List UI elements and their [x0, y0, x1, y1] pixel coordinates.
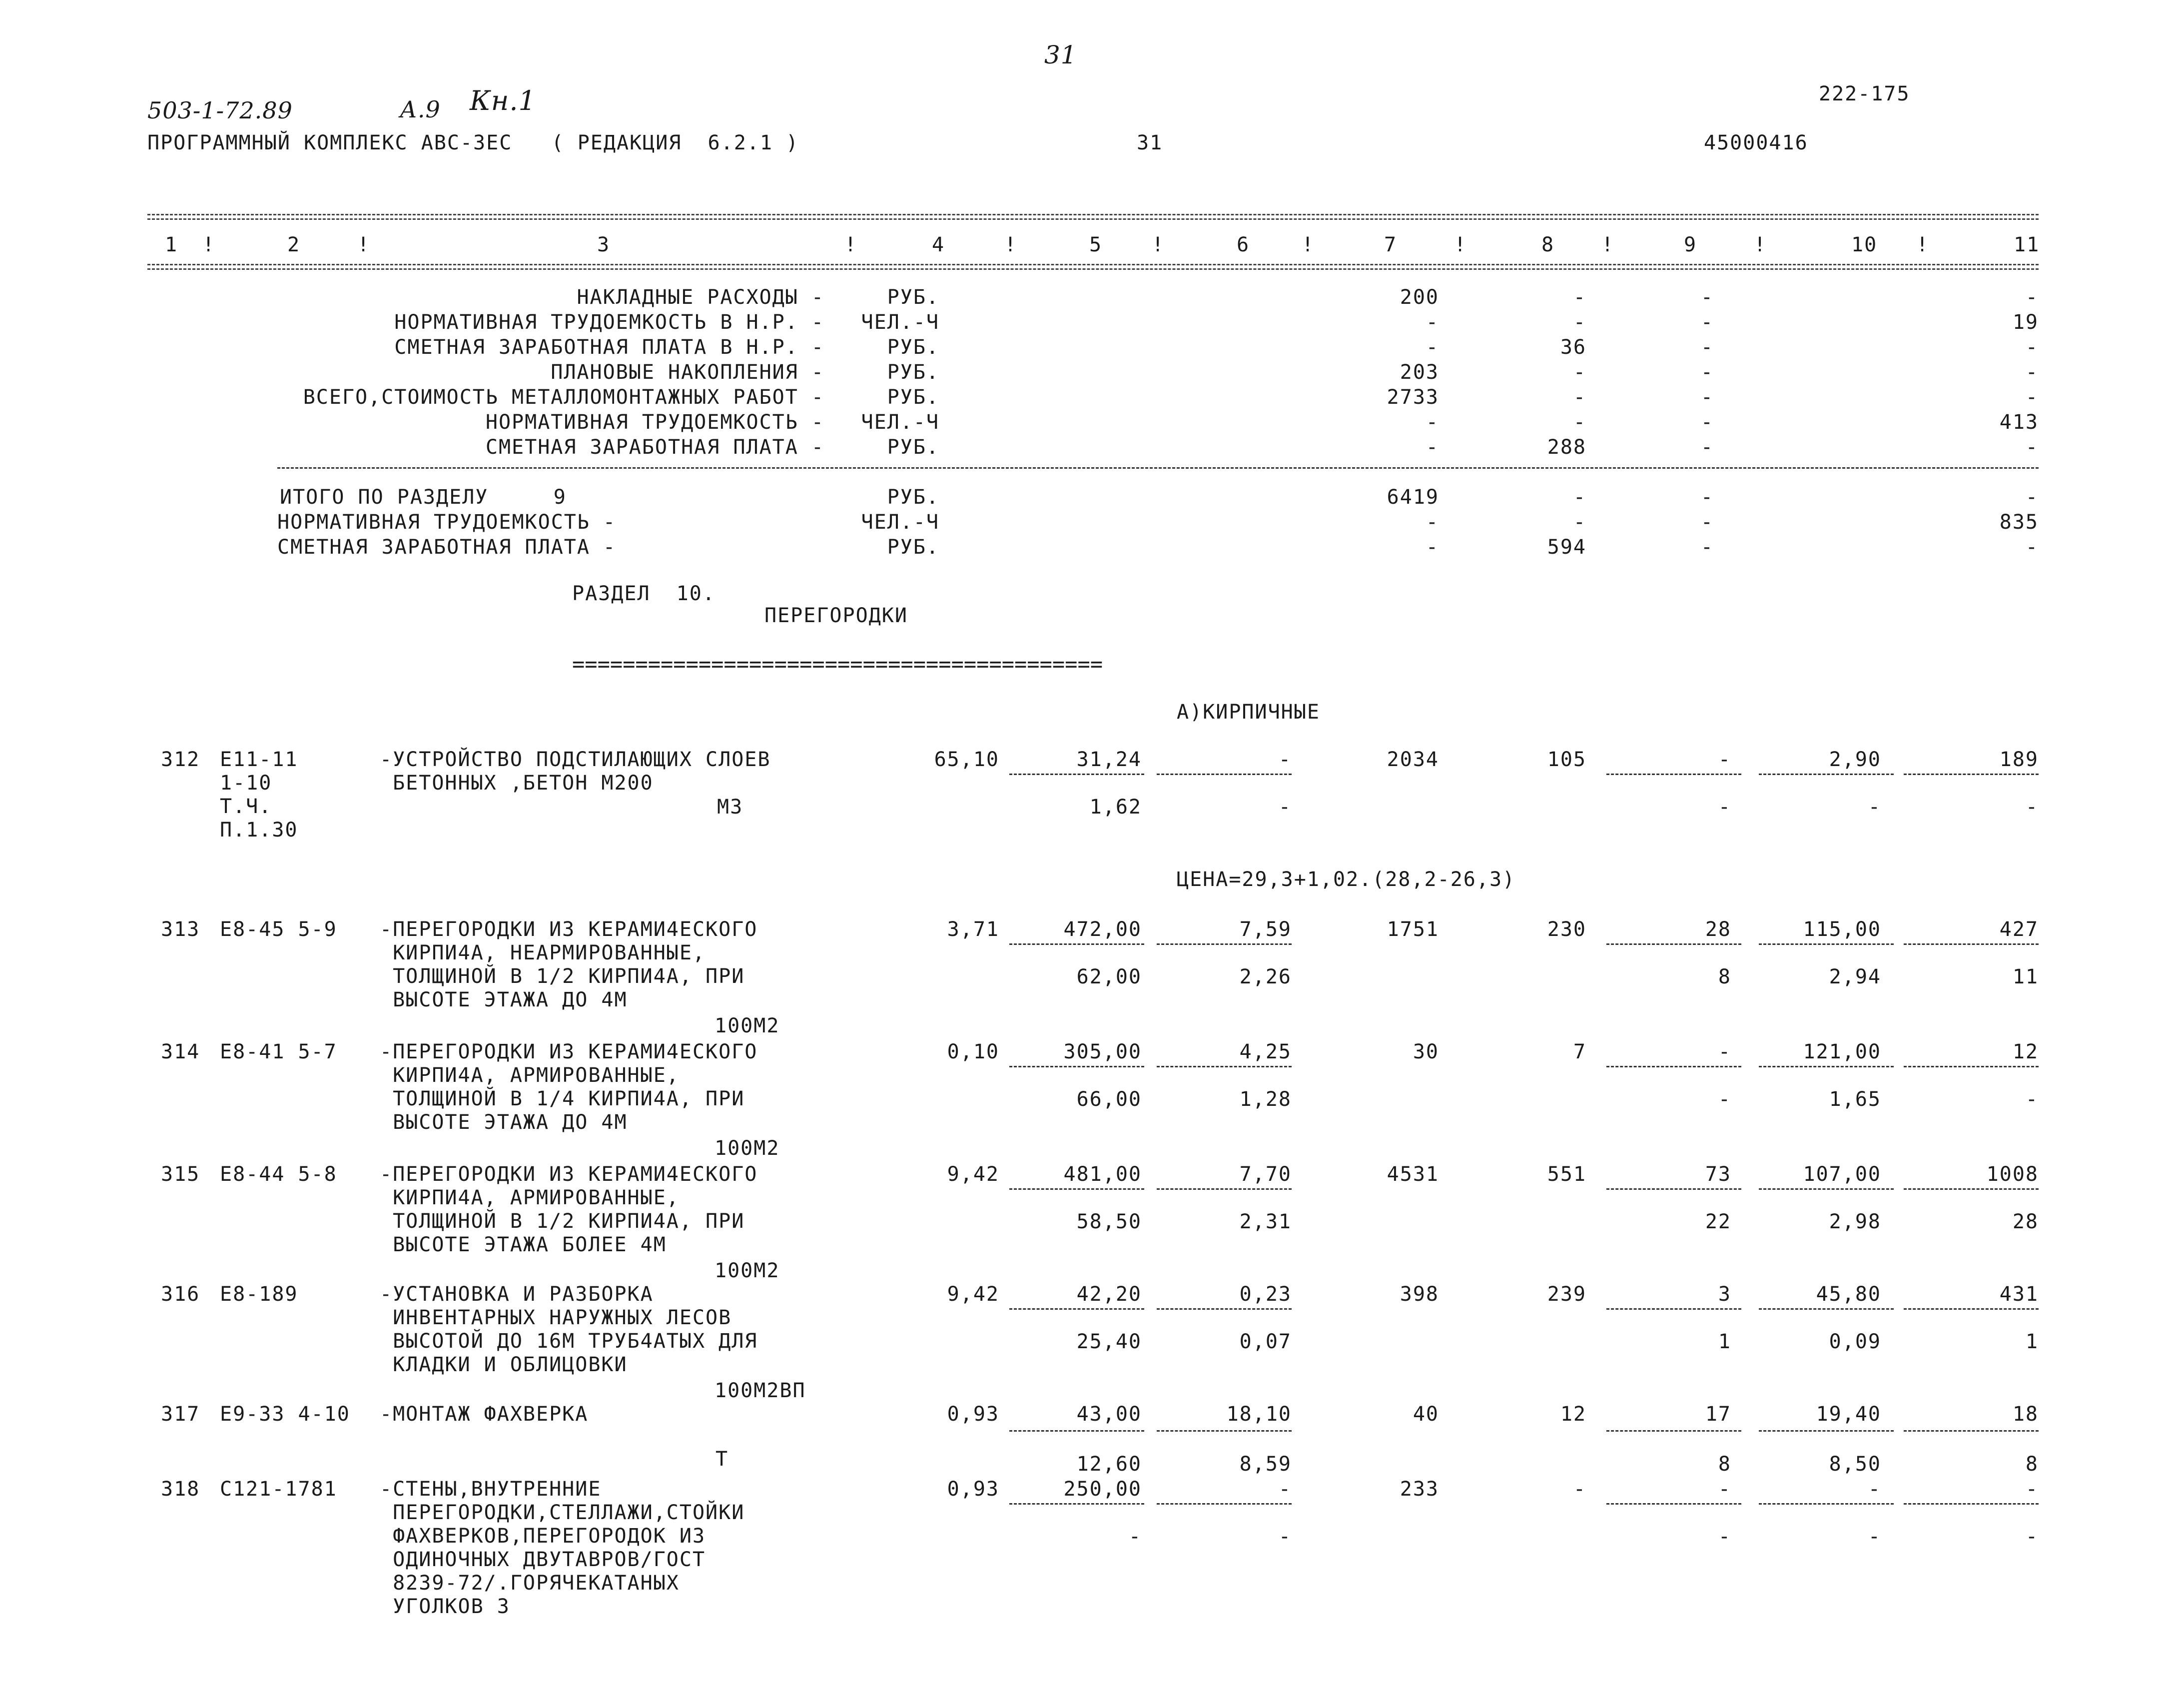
summary-col7: - — [1426, 336, 1439, 359]
column-separator: ! — [1754, 233, 1767, 256]
item-total-machine-wage: 8 — [1718, 965, 1731, 988]
item-unit-machine: - — [1278, 748, 1292, 771]
item-description: ВЫСОТОЙ ДО 16М ТРУБ4АТЫХ ДЛЯ — [380, 1330, 758, 1353]
item-description: ОДИНОЧНЫХ ДВУТАВРОВ/ГОСТ — [380, 1548, 706, 1571]
item-rule-col9 — [1606, 1503, 1741, 1505]
item-description: -УСТРОЙСТВО ПОДСТИЛАЮЩИХ СЛОЕВ — [380, 748, 771, 771]
item-quantity: 3,71 — [947, 918, 999, 941]
item-total-cost: 30 — [1413, 1040, 1439, 1063]
section-subtitle: ПЕРЕГОРОДКИ — [764, 604, 908, 627]
item-total-machine: 3 — [1718, 1283, 1731, 1306]
item-unit-wage: 58,50 — [1076, 1210, 1142, 1233]
item-rule-col11 — [1904, 943, 2039, 945]
item-unit: 100М2 — [715, 1137, 780, 1160]
item-unit-wage: 1,62 — [1089, 796, 1142, 819]
item-code: С121-1781 — [220, 1478, 337, 1501]
item-rule-col5 — [1009, 1188, 1144, 1190]
item-total-wage: 12 — [1560, 1403, 1586, 1426]
summary-label: НОРМАТИВНАЯ ТРУДОЕМКОСТЬ В Н.Р. - — [394, 311, 824, 334]
item-total-cost: 40 — [1413, 1403, 1439, 1426]
summary-unit: РУБ. — [887, 436, 939, 459]
summary-col9: - — [1700, 336, 1714, 359]
summary-col11: - — [2025, 486, 2039, 509]
item-unit-machine-wage: 8,59 — [1239, 1453, 1292, 1476]
summary-label: СМЕТНАЯ ЗАРАБОТНАЯ ПЛАТА В Н.Р. - — [394, 336, 824, 359]
summary-col8: - — [1573, 286, 1586, 309]
summary-col8: 594 — [1547, 536, 1586, 559]
summary-col7: - — [1426, 536, 1439, 559]
item-code: Е8-44 5-8 — [220, 1163, 337, 1186]
item-unit-price: 250,00 — [1063, 1478, 1142, 1501]
section-double-rule: ========================================== — [572, 652, 1103, 676]
item-unit: Т — [716, 1448, 729, 1471]
summary-unit: ЧЕЛ.-Ч — [861, 311, 939, 334]
summary-col9: - — [1700, 536, 1714, 559]
item-description: ВЫСОТЕ ЭТАЖА ДО 4М — [380, 988, 628, 1011]
item-description: ИНВЕНТАРНЫХ НАРУЖНЫХ ЛЕСОВ — [380, 1306, 732, 1329]
summary-unit: РУБ. — [887, 336, 939, 359]
header-bottom-rule — [147, 264, 2039, 270]
item-quantity: 0,93 — [947, 1403, 999, 1426]
item-description: ВЫСОТЕ ЭТАЖА ДО 4М — [380, 1111, 628, 1134]
column-header-1: 1 — [165, 233, 178, 256]
item-number: 318 — [161, 1478, 200, 1501]
item-unit-machine: 7,59 — [1239, 918, 1292, 941]
item-description: ВЫСОТЕ ЭТАЖА БОЛЕЕ 4М — [380, 1233, 667, 1256]
summary-col9: - — [1700, 361, 1714, 384]
album-handwritten: А.9 — [400, 96, 441, 123]
section-title: РАЗДЕЛ 10. — [572, 582, 716, 605]
item-total-labour: 12 — [2012, 1040, 2039, 1063]
item-total-cost: 398 — [1400, 1283, 1439, 1306]
summary-col8: - — [1573, 386, 1586, 409]
item-description: -МОНТАЖ ФАХВЕРКА — [380, 1403, 589, 1426]
item-rule-col10 — [1759, 1503, 1894, 1505]
summary-label: НОРМАТИВНАЯ ТРУДОЕМКОСТЬ - — [485, 411, 824, 434]
item-unit-price: 42,20 — [1076, 1283, 1142, 1306]
column-header-10: 10 — [1851, 233, 1878, 256]
item-total-machine: - — [1718, 748, 1731, 771]
item-total-labour-machine: - — [2025, 1088, 2039, 1111]
summary-col11: - — [2025, 361, 2039, 384]
item-total-labour-machine: 28 — [2012, 1210, 2039, 1233]
item-total-machine-wage: - — [1718, 1525, 1731, 1548]
item-unit-labour: 115,00 — [1803, 918, 1881, 941]
item-total-machine-wage: 8 — [1718, 1453, 1731, 1476]
summary-col8: - — [1573, 511, 1586, 534]
item-unit-machine: - — [1278, 1478, 1292, 1501]
item-code: Е8-45 5-9 — [220, 918, 337, 941]
item-quantity: 65,10 — [934, 748, 999, 771]
item-rule-col9 — [1606, 943, 1741, 945]
item-number: 315 — [161, 1163, 200, 1186]
column-header-8: 8 — [1541, 233, 1555, 256]
item-total-machine: - — [1718, 1478, 1731, 1501]
summary-label: СМЕТНАЯ ЗАРАБОТНАЯ ПЛАТА - — [277, 536, 617, 559]
summary-col11: - — [2025, 436, 2039, 459]
item-total-machine-wage: - — [1718, 796, 1731, 819]
item-total-machine: 17 — [1705, 1403, 1731, 1426]
item-unit-labour: 45,80 — [1816, 1283, 1881, 1306]
item-total-labour-machine: - — [2025, 796, 2039, 819]
item-description: ТОЛЩИНОЙ В 1/2 КИРПИ4А, ПРИ — [380, 1210, 745, 1233]
item-number: 312 — [161, 748, 200, 771]
item-rule-col6 — [1157, 774, 1292, 775]
item-code: Е11-11 — [220, 748, 298, 771]
summary-col9: - — [1700, 411, 1714, 434]
summary-col8: - — [1573, 411, 1586, 434]
item-unit-labour-machine: 2,98 — [1829, 1210, 1881, 1233]
summary-col9: - — [1700, 436, 1714, 459]
item-total-wage: 105 — [1547, 748, 1586, 771]
item-unit: М3 — [717, 796, 743, 819]
item-rule-col5 — [1009, 774, 1144, 775]
item-total-machine-wage: 1 — [1718, 1330, 1731, 1353]
item-unit-wage: 62,00 — [1076, 965, 1142, 988]
item-unit-labour-machine: 8,50 — [1829, 1453, 1881, 1476]
item-total-labour: 18 — [2012, 1403, 2039, 1426]
item-rule-col9 — [1606, 1066, 1741, 1067]
summary-col8: - — [1573, 361, 1586, 384]
item-total-labour-machine: - — [2025, 1525, 2039, 1548]
item-quantity: 0,10 — [947, 1040, 999, 1063]
summary-unit: РУБ. — [887, 386, 939, 409]
column-header-3: 3 — [597, 233, 611, 256]
column-separator: ! — [1004, 233, 1018, 256]
item-unit-labour: 2,90 — [1829, 748, 1881, 771]
item-description: -СТЕНЫ,ВНУТРЕННИЕ — [380, 1478, 602, 1501]
item-unit-machine-wage: 2,31 — [1239, 1210, 1292, 1233]
item-rule-col11 — [1904, 1503, 2039, 1505]
item-unit-labour: 19,40 — [1816, 1403, 1881, 1426]
series-handwritten: 503-1-72.89 — [147, 97, 293, 124]
item-unit-labour: 107,00 — [1803, 1163, 1881, 1186]
item-code: Е9-33 4-10 — [220, 1403, 350, 1426]
item-unit-machine-wage: - — [1278, 796, 1292, 819]
summary-col7: - — [1426, 436, 1439, 459]
price-note: ЦЕНА=29,3+1,02.(28,2-26,3) — [1177, 868, 1516, 891]
item-rule-col6 — [1157, 943, 1292, 945]
item-unit-wage: - — [1128, 1525, 1142, 1548]
summary-label: ИТОГО ПО РАЗДЕЛУ 9 — [280, 486, 567, 509]
item-unit-price: 481,00 — [1063, 1163, 1142, 1186]
item-rule-col6 — [1157, 1308, 1292, 1310]
item-unit-labour-machine: 0,09 — [1829, 1330, 1881, 1353]
item-rule-col10 — [1759, 1066, 1894, 1067]
column-separator: ! — [1601, 233, 1615, 256]
summary-col11: - — [2025, 336, 2039, 359]
summary-col9: - — [1700, 511, 1714, 534]
item-total-machine: 28 — [1705, 918, 1731, 941]
item-unit-labour-machine: - — [1868, 796, 1881, 819]
item-total-machine-wage: 22 — [1705, 1210, 1731, 1233]
item-rule-col6 — [1157, 1188, 1292, 1190]
item-description: ТОЛЩИНОЙ В 1/2 КИРПИ4А, ПРИ — [380, 965, 745, 988]
item-description: КИРПИ4А, АРМИРОВАННЫЕ, — [380, 1064, 680, 1087]
item-unit-price: 472,00 — [1063, 918, 1142, 941]
column-separator: ! — [1152, 233, 1165, 256]
item-description: КИРПИ4А, АРМИРОВАННЫЕ, — [380, 1186, 680, 1209]
column-header-11: 11 — [2014, 233, 2040, 256]
column-separator: ! — [1302, 233, 1315, 256]
item-unit-price: 305,00 — [1063, 1040, 1142, 1063]
item-total-labour: 427 — [1999, 918, 2039, 941]
item-total-labour-machine: 1 — [2025, 1330, 2039, 1353]
item-number: 316 — [161, 1283, 200, 1306]
item-total-wage: 239 — [1547, 1283, 1586, 1306]
column-header-7: 7 — [1384, 233, 1398, 256]
item-unit-wage: 66,00 — [1076, 1088, 1142, 1111]
program-line: ПРОГРАММНЫЙ КОМПЛЕКС АВС-3ЕС ( РЕДАКЦИЯ 6.2.1 ) — [147, 131, 799, 154]
item-unit-labour-machine: 2,94 — [1829, 965, 1881, 988]
item-unit-machine-wage: 0,07 — [1239, 1330, 1292, 1353]
item-rule-col10 — [1759, 1308, 1894, 1310]
item-description: УГОЛКОВ 3 — [380, 1595, 510, 1618]
item-total-cost: 2034 — [1387, 748, 1439, 771]
item-unit-machine-wage: 1,28 — [1239, 1088, 1292, 1111]
item-unit-price: 43,00 — [1076, 1403, 1142, 1426]
summary-col7: 203 — [1400, 361, 1439, 384]
summary-col7: - — [1426, 411, 1439, 434]
summary-col9: - — [1700, 386, 1714, 409]
item-total-labour: 1008 — [1986, 1163, 2039, 1186]
item-total-machine: 73 — [1705, 1163, 1731, 1186]
page-number: 31 — [1137, 131, 1163, 154]
item-rule-col6 — [1157, 1430, 1292, 1432]
doc-number: 45000416 — [1704, 131, 1808, 154]
item-total-labour-machine: 8 — [2025, 1453, 2039, 1476]
item-total-machine-wage: - — [1718, 1088, 1731, 1111]
item-rule-col11 — [1904, 1188, 2039, 1190]
item-total-machine: - — [1718, 1040, 1731, 1063]
item-rule-col6 — [1157, 1066, 1292, 1067]
summary-label: ПЛАНОВЫЕ НАКОПЛЕНИЯ - — [551, 361, 824, 384]
item-number: 314 — [161, 1040, 200, 1063]
item-unit-labour-machine: 1,65 — [1829, 1088, 1881, 1111]
item-rule-col9 — [1606, 774, 1741, 775]
item-total-labour: 431 — [1999, 1283, 2039, 1306]
item-rule-col9 — [1606, 1308, 1741, 1310]
item-rule-col10 — [1759, 943, 1894, 945]
item-unit-machine: 18,10 — [1226, 1403, 1292, 1426]
item-total-wage: 551 — [1547, 1163, 1586, 1186]
item-unit-wage: 12,60 — [1076, 1453, 1142, 1476]
item-rule-col9 — [1606, 1188, 1741, 1190]
summary-col11: 835 — [1999, 511, 2039, 534]
item-unit-machine: 4,25 — [1239, 1040, 1292, 1063]
item-total-labour-machine: 11 — [2012, 965, 2039, 988]
item-unit-machine-wage: - — [1278, 1525, 1292, 1548]
item-description: ФАХВЕРКОВ,ПЕРЕГОРОДОК ИЗ — [380, 1525, 706, 1548]
item-quantity: 9,42 — [947, 1283, 999, 1306]
item-total-cost: 4531 — [1387, 1163, 1439, 1186]
item-rule-col5 — [1009, 1308, 1144, 1310]
item-total-cost: 233 — [1400, 1478, 1439, 1501]
column-header-2: 2 — [287, 233, 301, 256]
item-rule-col5 — [1009, 1430, 1144, 1432]
item-unit: 100М2 — [715, 1014, 780, 1037]
item-description: КЛАДКИ И ОБЛИЦОВКИ — [380, 1353, 628, 1376]
summary-col8: - — [1573, 486, 1586, 509]
item-unit: 100М2ВП — [715, 1379, 806, 1402]
item-rule-col11 — [1904, 1066, 2039, 1067]
summary-unit: РУБ. — [887, 486, 939, 509]
summary-separator-rule — [277, 467, 2039, 469]
doc-code: 222-175 — [1819, 82, 1910, 105]
header-top-rule — [147, 214, 2039, 220]
summary-unit: ЧЕЛ.-Ч — [861, 411, 939, 434]
item-code: П.1.30 — [220, 819, 298, 841]
summary-label: ВСЕГО,СТОИМОСТЬ МЕТАЛЛОМОНТАЖНЫХ РАБОТ - — [303, 386, 824, 409]
summary-col11: - — [2025, 536, 2039, 559]
item-total-wage: 7 — [1573, 1040, 1586, 1063]
item-unit-price: 31,24 — [1076, 748, 1142, 771]
item-total-labour: 189 — [1999, 748, 2039, 771]
column-header-6: 6 — [1237, 233, 1250, 256]
item-unit-labour: - — [1868, 1478, 1881, 1501]
summary-col9: - — [1700, 486, 1714, 509]
item-description: -ПЕРЕГОРОДКИ ИЗ КЕРАМИ4ЕСКОГО — [380, 1163, 758, 1186]
item-rule-col9 — [1606, 1430, 1741, 1432]
book-handwritten: Кн.1 — [470, 85, 536, 116]
item-rule-col11 — [1904, 774, 2039, 775]
item-rule-col6 — [1157, 1503, 1292, 1505]
column-header-5: 5 — [1089, 233, 1103, 256]
item-total-cost: 1751 — [1387, 918, 1439, 941]
item-rule-col10 — [1759, 1430, 1894, 1432]
column-separator: ! — [844, 233, 858, 256]
column-separator: ! — [1916, 233, 1930, 256]
item-number: 313 — [161, 918, 200, 941]
column-header-4: 4 — [932, 233, 945, 256]
item-description: ТОЛЩИНОЙ В 1/4 КИРПИ4А, ПРИ — [380, 1087, 745, 1110]
item-unit-labour: 121,00 — [1803, 1040, 1881, 1063]
item-unit-wage: 25,40 — [1076, 1330, 1142, 1353]
summary-col7: 200 — [1400, 286, 1439, 309]
item-code: 1-10 — [220, 772, 272, 795]
item-quantity: 0,93 — [947, 1478, 999, 1501]
summary-unit: ЧЕЛ.-Ч — [861, 511, 939, 534]
item-rule-col11 — [1904, 1308, 2039, 1310]
column-header-9: 9 — [1684, 233, 1697, 256]
item-code: Е8-189 — [220, 1283, 298, 1306]
item-code: Е8-41 5-7 — [220, 1040, 337, 1063]
item-description: 8239-72/.ГОРЯЧЕКАТАНЫХ — [380, 1572, 680, 1595]
item-code: Т.Ч. — [220, 795, 272, 818]
column-separator: ! — [1454, 233, 1467, 256]
page-mark: 31 — [1044, 40, 1077, 69]
item-total-labour: - — [2025, 1478, 2039, 1501]
item-description: -ПЕРЕГОРОДКИ ИЗ КЕРАМИ4ЕСКОГО — [380, 918, 758, 941]
item-description: ПЕРЕГОРОДКИ,СТЕЛЛАЖИ,СТОЙКИ — [380, 1501, 745, 1524]
summary-col7: - — [1426, 511, 1439, 534]
item-rule-col10 — [1759, 774, 1894, 775]
item-unit-machine-wage: 2,26 — [1239, 965, 1292, 988]
item-rule-col5 — [1009, 943, 1144, 945]
summary-col11: 19 — [2012, 311, 2039, 334]
summary-col7: - — [1426, 311, 1439, 334]
item-unit: 100М2 — [715, 1259, 780, 1282]
item-rule-col5 — [1009, 1066, 1144, 1067]
summary-col8: 288 — [1547, 436, 1586, 459]
summary-unit: РУБ. — [887, 361, 939, 384]
summary-label: СМЕТНАЯ ЗАРАБОТНАЯ ПЛАТА - — [485, 436, 824, 459]
item-rule-col11 — [1904, 1430, 2039, 1432]
item-unit-machine: 7,70 — [1239, 1163, 1292, 1186]
summary-col9: - — [1700, 286, 1714, 309]
item-rule-col5 — [1009, 1503, 1144, 1505]
item-rule-col10 — [1759, 1188, 1894, 1190]
column-separator: ! — [202, 233, 216, 256]
summary-unit: РУБ. — [887, 536, 939, 559]
column-separator: ! — [357, 233, 371, 256]
item-description: КИРПИ4А, НЕАРМИРОВАННЫЕ, — [380, 941, 706, 964]
summary-col7: 2733 — [1387, 386, 1439, 409]
item-unit-machine: 0,23 — [1239, 1283, 1292, 1306]
summary-col8: 36 — [1560, 336, 1586, 359]
item-quantity: 9,42 — [947, 1163, 999, 1186]
subsection-title: А)КИРПИЧНЫЕ — [1177, 701, 1320, 724]
summary-col11: 413 — [1999, 411, 2039, 434]
item-description: БЕТОННЫХ ,БЕТОН М200 — [380, 772, 654, 795]
summary-label: НОРМАТИВНАЯ ТРУДОЕМКОСТЬ - — [277, 511, 617, 534]
summary-col7: 6419 — [1387, 486, 1439, 509]
summary-col11: - — [2025, 386, 2039, 409]
summary-col8: - — [1573, 311, 1586, 334]
summary-label: НАКЛАДНЫЕ РАСХОДЫ - — [577, 286, 824, 309]
item-description: -УСТАНОВКА И РАЗБОРКА — [380, 1283, 654, 1306]
summary-col9: - — [1700, 311, 1714, 334]
item-number: 317 — [161, 1403, 200, 1426]
item-total-wage: - — [1573, 1478, 1586, 1501]
summary-col11: - — [2025, 286, 2039, 309]
item-total-wage: 230 — [1547, 918, 1586, 941]
item-description: -ПЕРЕГОРОДКИ ИЗ КЕРАМИ4ЕСКОГО — [380, 1040, 758, 1063]
item-unit-labour-machine: - — [1868, 1525, 1881, 1548]
summary-unit: РУБ. — [887, 286, 939, 309]
